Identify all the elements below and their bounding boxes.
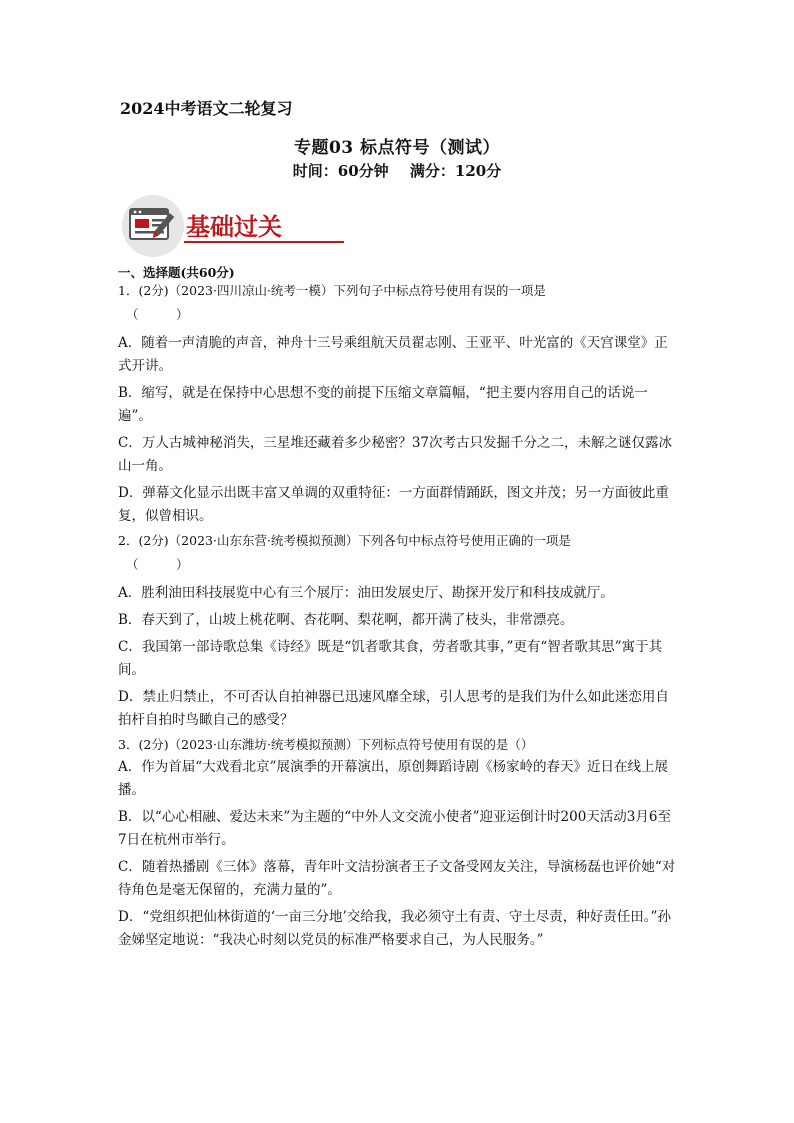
question-1 (118, 282, 678, 528)
score-label: 满分：120分 (409, 162, 502, 180)
section-banner (122, 195, 382, 259)
question-stem: 3．(2分)（2023·山东潍坊·统考模拟预测）下列标点符号使用有误的是（） (118, 737, 534, 752)
answer-blank: （ ） (126, 557, 189, 572)
doc-title: 专题03 标点符号（测试） (293, 138, 501, 158)
doc-header: 2024中考语文二轮复习 (120, 99, 293, 118)
option-d: D．“党组织把仙林街道的‘一亩三分地’交给我，我必须守土有责、守土尽责，种好责任田。”孙金娣坚定地说：“我决心时刻以党员的标准严格要求自己，为人民服务。” (118, 909, 671, 948)
option-d: D．禁止归禁止，不可否认自拍神器已迅速风靡全球，引人思考的是我们为什么如此迷恋用自拍杆自拍时鸟瞰自己的感受？ (118, 689, 669, 728)
question-content (118, 264, 678, 956)
section-heading: 一、选择题(共60分) (118, 265, 235, 280)
option-a: A．随着一声清脆的声音，神舟十三号乘组航天员翟志刚、王亚平、叶光富的《天宫课堂》正式开讲。 (118, 335, 668, 374)
option-a: A．胜利油田科技展览中心有三个展厅：油田发展史厅、勘探开发厅和科技成就厅。 (118, 585, 614, 601)
answer-blank: （ ） (126, 307, 189, 322)
presentation-board-pencil-icon (128, 205, 184, 254)
option-d: D．弹幕文化显示出既丰富又单调的双重特征：一方面群情踊跃，图文并茂；另一方面彼此重复，似曾相识。 (118, 485, 669, 524)
question-stem: 1．(2分)（2023·四川凉山·统考一模）下列句子中标点符号使用有误的一项是 (118, 283, 546, 298)
banner-label: 基础过关 (186, 212, 282, 241)
option-b: B．春天到了，山坡上桃花啊、杏花啊、梨花啊，都开满了枝头，非常漂亮。 (118, 612, 574, 628)
option-a: A．作为首届“大戏看北京”展演季的开幕演出，原创舞蹈诗剧《杨家岭的春天》近日在线上展播。 (118, 759, 669, 798)
time-label: 时间：60分钟 (292, 162, 389, 180)
option-b: B．缩写，就是在保持中心思想不变的前提下压缩文章篇幅，“把主要内容用自己的话说一遍”。 (118, 385, 648, 424)
banner-underline (184, 241, 344, 243)
option-b: B．以“心心相融、爱达未来”为主题的“中外人文交流小使者”迎亚运倒计时200天活动3月6至7日在杭州市举行。 (118, 809, 671, 848)
question-stem: 2．(2分)（2023·山东东营·统考模拟预测）下列各句中标点符号使用正确的一项是 (118, 533, 571, 548)
doc-subtitle (0, 160, 794, 181)
option-c: C．万人古城神秘消失，三星堆还藏着多少秘密？37次考古只发掘千分之二，未解之谜仅露冰山一角。 (118, 435, 673, 474)
question-2 (118, 532, 678, 732)
option-c: C．我国第一部诗歌总集《诗经》既是“饥者歌其食，劳者歌其事，”更有“智者歌其思”寓于其间。 (118, 639, 663, 678)
question-3 (118, 736, 678, 952)
option-c: C．随着热播剧《三体》落幕，青年叶文洁扮演者王子文备受网友关注，导演杨磊也评价她“对待角色是毫无保留的，充满力量的”。 (118, 859, 676, 898)
